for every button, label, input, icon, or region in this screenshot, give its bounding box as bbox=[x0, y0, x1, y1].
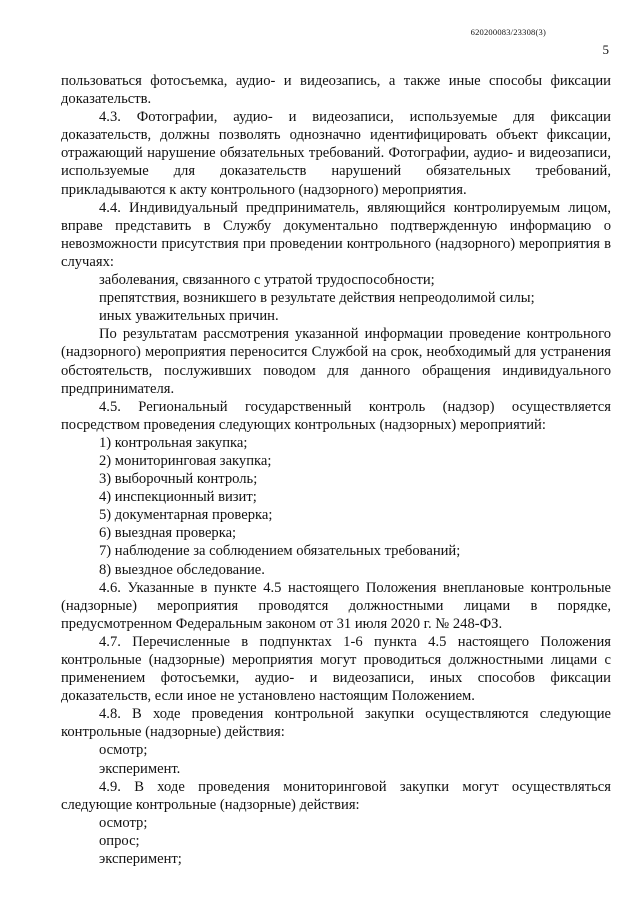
document-body bbox=[61, 72, 611, 868]
list-item: 8) выездное обследование. bbox=[99, 561, 265, 578]
list-item: эксперимент; bbox=[99, 851, 182, 868]
paragraph-4-5: 4.5. Региональный государственный контроль (надзор) осуществляется посредством проведения следующих контрольных (надзорных) мероприятий: bbox=[61, 398, 611, 433]
paragraph-4-9: 4.9. В ходе проведения мониторинговой закупки могут осуществляться следующие контрольные (надзорные) действия: bbox=[61, 778, 611, 813]
paragraph-continuation: пользоваться фотосъемка, аудио- и видеозапись, а также иные способы фиксации доказательств. bbox=[61, 73, 611, 108]
list-item: 5) документарная проверка; bbox=[99, 507, 273, 524]
list-item: 1) контрольная закупка; bbox=[99, 434, 248, 451]
list-item: заболевания, связанного с утратой трудоспособности; bbox=[99, 272, 435, 289]
list-item: 3) выборочный контроль; bbox=[99, 471, 258, 488]
paragraph-review-result: По результатам рассмотрения указанной информации проведение контрольного (надзорного) мероприятия переносится Службой на срок, необходимый для устранения обстоятельств, послуживших поводом для данного обращения индивидуального предпринимателя. bbox=[61, 326, 611, 397]
list-item: осмотр; bbox=[99, 814, 148, 831]
list-item: эксперимент. bbox=[99, 760, 181, 777]
list-item: иных уважительных причин. bbox=[99, 308, 279, 325]
document-registration-code: 620200083/23308(3) bbox=[470, 27, 546, 37]
list-item: препятствия, возникшего в результате действия непреодолимой силы; bbox=[99, 290, 535, 307]
list-item: 4) инспекционный визит; bbox=[99, 489, 257, 506]
paragraph-4-4: 4.4. Индивидуальный предприниматель, являющийся контролируемым лицом, вправе представить в Службу документально подтвержденную информацию о невозможности присутствия при проведении контрольного (надзорного) мероприятия в случаях: bbox=[61, 199, 611, 270]
page-number: 5 bbox=[602, 42, 609, 57]
paragraph-4-8: 4.8. В ходе проведения контрольной закупки осуществляются следующие контрольные (надзорные) действия: bbox=[61, 706, 611, 741]
list-item: 2) мониторинговая закупка; bbox=[99, 452, 272, 469]
list-item: опрос; bbox=[99, 832, 140, 849]
list-item: осмотр; bbox=[99, 742, 148, 759]
list-item: 6) выездная проверка; bbox=[99, 525, 237, 542]
paragraph-4-6: 4.6. Указанные в пункте 4.5 настоящего Положения внеплановые контрольные (надзорные) мероприятия проводятся должностными лицами в порядке, предусмотренном Федеральным законом от 31 июля 2020 г. № 248-ФЗ. bbox=[61, 579, 611, 632]
list-item: 7) наблюдение за соблюдением обязательных требований; bbox=[99, 543, 461, 560]
paragraph-4-3: 4.3. Фотографии, аудио- и видеозаписи, используемые для фиксации доказательств, должны позволять однозначно идентифицировать объект фиксации, отражающий нарушение обязательных требований. Фотографии, аудио- и видеозаписи, используемые для доказательств нарушений обязательных требований, прикладываются к акту контрольного (надзорного) мероприятия. bbox=[61, 109, 611, 198]
paragraph-4-7: 4.7. Перечисленные в подпунктах 1-6 пункта 4.5 настоящего Положения контрольные (надзорные) мероприятия могут проводиться должностными лицами с применением фотосъемки, аудио- и видеозаписи, иных способов фиксации доказательств, если иное не установлено настоящим Положением. bbox=[61, 633, 611, 705]
